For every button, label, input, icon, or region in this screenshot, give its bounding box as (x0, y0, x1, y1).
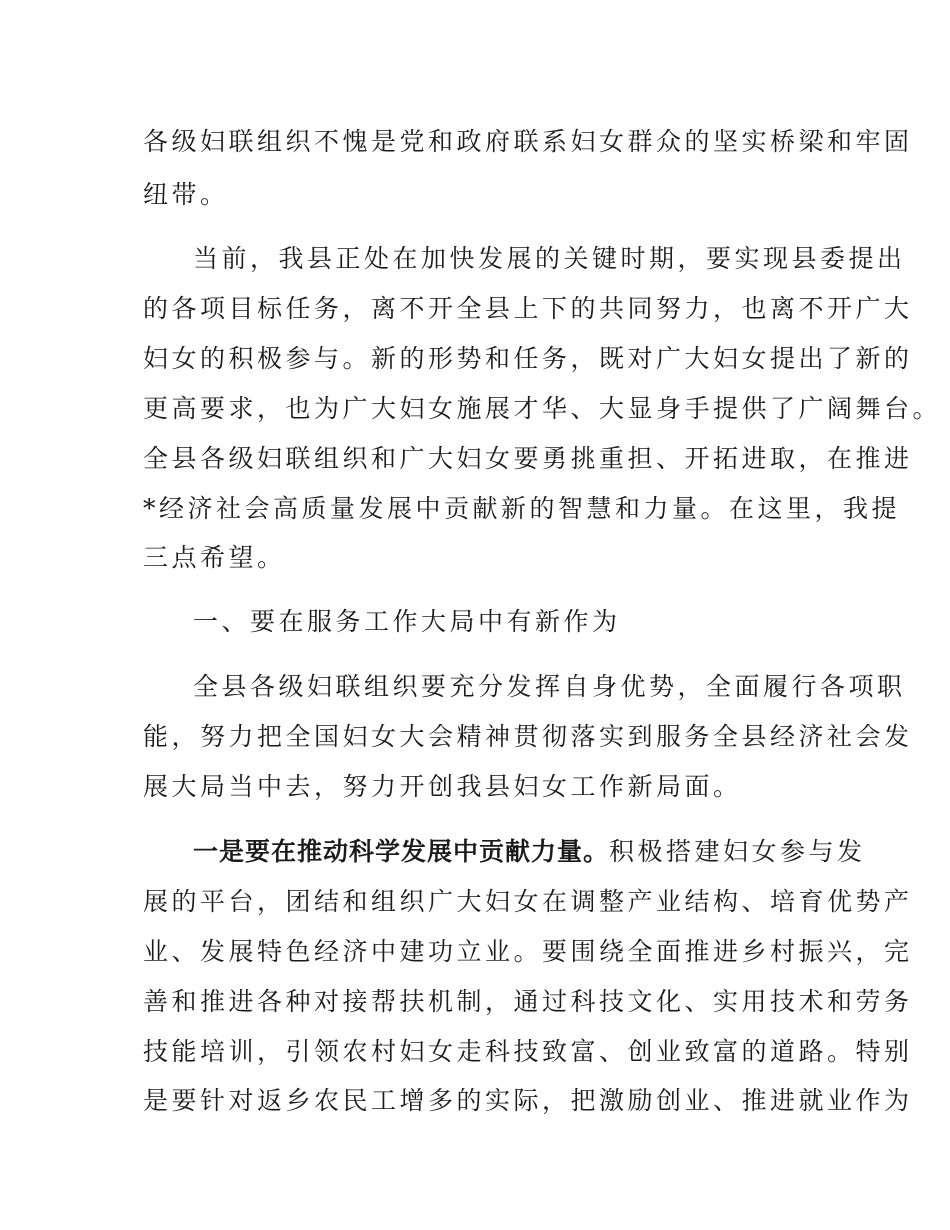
section-heading: 一、要在服务工作大局中有新作为 (193, 607, 621, 636)
paragraph-line: 全县各级妇联组织要充分发挥自身优势，全面履行各项职 (193, 672, 906, 701)
paragraph-line: 展的平台，团结和组织广大妇女在调整产业结构、培育优势产 (143, 887, 913, 916)
paragraph-first-line (193, 836, 866, 868)
paragraph-line: 纽带。 (143, 180, 229, 209)
lead-rest-text: 积极搭建妇女参与发 (609, 837, 866, 866)
bold-lead-phrase: 一是要在推动科学发展中贡献力量。 (193, 837, 610, 866)
paragraph-line: *经济社会高质量发展中贡献新的智慧和力量。在这里，我提 (143, 494, 901, 523)
paragraph-line: 能，努力把全国妇女大会精神贯彻落实到服务全县经济社会发 (143, 722, 913, 751)
paragraph-line: 全县各级妇联组织和广大妇女要勇挑重担、开拓进取，在推进 (143, 444, 913, 473)
paragraph-line: 更高要求，也为广大妇女施展才华、大显身手提供了广阔舞台。 (143, 394, 942, 423)
paragraph-line: 业、发展特色经济中建功立业。要围绕全面推进乡村振兴，完 (143, 937, 913, 966)
paragraph-line: 是要针对返乡农民工增多的实际，把激励创业、推进就业作为 (143, 1086, 913, 1115)
paragraph-line: 善和推进各种对接帮扶机制，通过科技文化、实用技术和劳务 (143, 987, 913, 1016)
paragraph-line: 当前，我县正处在加快发展的关键时期，要实现县委提出 (193, 244, 906, 273)
paragraph-line: 妇女的积极参与。新的形势和任务，既对广大妇女提出了新的 (143, 344, 913, 373)
paragraph-line: 技能培训，引领农村妇女走科技致富、创业致富的道路。特别 (143, 1037, 913, 1066)
paragraph-line: 展大局当中去，努力开创我县妇女工作新局面。 (143, 772, 742, 801)
paragraph-line: 的各项目标任务，离不开全县上下的共同努力，也离不开广大 (143, 294, 913, 323)
paragraph-line: 各级妇联组织不愧是党和政府联系妇女群众的坚实桥梁和牢固 (143, 127, 913, 156)
paragraph-line: 三点希望。 (143, 543, 286, 572)
